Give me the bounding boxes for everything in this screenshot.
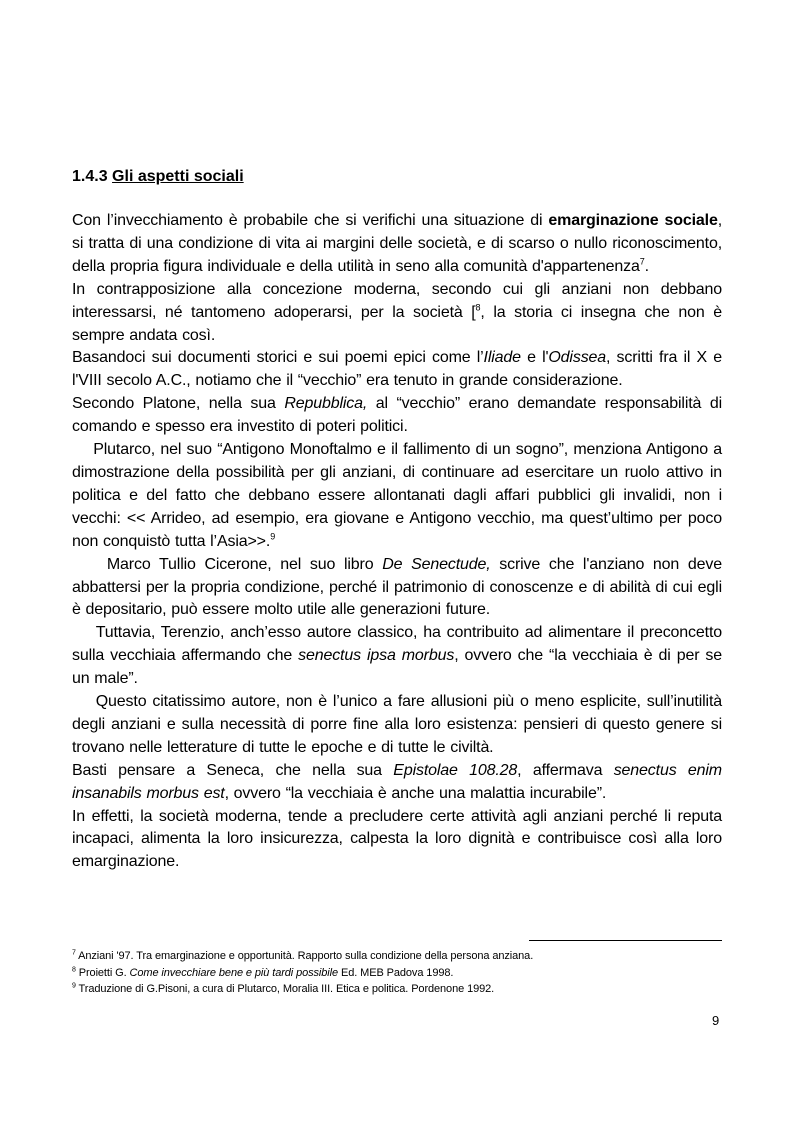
section-number: 1.4.3	[72, 168, 108, 185]
paragraph	[72, 760, 722, 806]
footnote-italic-title: Come invecchiare bene e più tardi possibile	[129, 966, 339, 979]
italic-title: Epistolae 108.28	[393, 761, 518, 779]
footnote	[72, 948, 722, 965]
text-run: In contrapposizione alla concezione moderna, secondo cui gli anziani non debbano interessarsi, né tantomeno adoperarsi, per la società [	[72, 280, 722, 321]
text-run: , ovvero che “la vecchiaia è di per se un male”.	[72, 647, 727, 688]
text-run: Marco Tullio Cicerone, nel suo libro	[72, 555, 383, 573]
footnote-text: Traduzione di G.Pisoni, a cura di Plutarco, Moralia III. Etica e politica. Pordenone 1992.	[75, 983, 495, 995]
paragraph	[72, 806, 722, 875]
footnote-text: Anziani '97. Tra emarginazione e opportunità. Rapporto sulla condizione della persona anziana.	[75, 950, 534, 962]
section-title: Gli aspetti sociali	[112, 168, 244, 185]
paragraph	[72, 279, 722, 348]
text-run: , si tratta di una condizione di vita ai margini delle società, e di scarso o nullo riconoscimento, della propria figura individuale e della utilità in seno alla comunità d'appartenenza	[72, 212, 722, 275]
paragraph	[72, 554, 727, 623]
text-run: .	[644, 257, 649, 275]
page-body	[72, 165, 727, 874]
footnote-number: 9	[72, 982, 76, 990]
footnote-text: Proietti G.	[75, 966, 130, 979]
paragraph	[72, 691, 727, 760]
section-heading	[72, 165, 722, 189]
paragraph	[72, 393, 722, 439]
footnote-number: 7	[72, 949, 76, 957]
italic-quote: senectus ipsa morbus	[298, 647, 455, 665]
footnote-ref[interactable]: 9	[270, 531, 276, 542]
paragraph	[72, 439, 727, 554]
footnote-ref[interactable]: 8	[475, 302, 481, 313]
italic-title: Iliade	[483, 349, 521, 367]
bold-term: emarginazione sociale	[548, 212, 718, 229]
footnotes	[72, 948, 722, 998]
italic-title: De Senectude,	[382, 555, 491, 573]
text-run: In effetti, la società moderna, tende a precludere certe attività agli anziani perché li reputa incapaci, alimenta la loro insicurezza, calpesta la loro dignità e contribuisce così alla loro emarginazione.	[72, 807, 722, 871]
text-run: Questo citatissimo autore, non è l’unico a fare allusioni più o meno esplicite, sull’inutilità degli anziani e sulla necessità di porre fine alla loro esistenza: pensieri di questo genere si trovano nelle letterature di tutte le epoche e di tutte le civiltà.	[72, 693, 727, 756]
italic-quote: senectus enim insanabils morbus est	[72, 761, 722, 802]
page-number: 9	[712, 1013, 720, 1028]
text-run: Con l’invecchiamento è probabile che si verifichi una situazione di	[72, 212, 549, 229]
body-text	[72, 210, 727, 874]
footnote-number: 8	[72, 965, 76, 973]
text-run: , ovvero “la vecchiaia è anche una malattia incurabile”.	[224, 784, 607, 802]
text-run: Basandoci sui documenti storici e sui poemi epici come l’	[72, 349, 484, 367]
italic-title: Repubblica,	[284, 395, 368, 413]
footnote	[72, 965, 722, 982]
text-run: scrive che l'anziano non deve abbattersi per la propria condizione, perché il patrimonio di conoscenze e di abilità di cui egli è depositario, può essere molto utile alle generazioni future.	[72, 555, 727, 619]
text-run: , scritti fra il X e l'VIII secolo A.C., notiamo che il “vecchio” era tenuto in grande considerazione.	[72, 349, 722, 390]
text-run: , la storia ci insegna che non è sempre andata così.	[72, 303, 722, 344]
text-run: Secondo Platone, nella sua	[72, 395, 285, 413]
paragraph	[72, 347, 722, 393]
footnote-ref[interactable]: 7	[639, 256, 645, 267]
text-run: Basti pensare a Seneca, che nella sua	[72, 761, 394, 779]
text-run: Plutarco, nel suo “Antigono Monoftalmo e il fallimento di un sogno”, menziona Antigono a dimostrazione della possibilità per gli anziani, di continuare ad esercitare un ruolo attivo in politica e del fatto che debbano essere allontanati dagli affari pubblici gli invalidi, non i vecchi: << Arrideo, ad esempio, era giovane e Antigono vecchio, ma quest’ultimo per poco non conquistò tutta l’Asia>>.	[72, 441, 727, 550]
text-run: Tuttavia, Terenzio, anch’esso autore classico, ha contribuito ad alimentare il preconcetto sulla vecchiaia affermando che	[72, 624, 727, 665]
footnote	[72, 981, 722, 998]
text-run: , affermava	[517, 761, 614, 779]
footnote-separator	[529, 940, 722, 941]
text-run: e l'	[520, 349, 549, 367]
paragraph	[72, 622, 727, 691]
italic-title: Odissea	[548, 349, 607, 367]
text-run: al “vecchio” erano demandate responsabilità di comando e spesso era investito di poteri politici.	[72, 395, 722, 436]
paragraph	[72, 210, 722, 279]
footnote-text: Ed. MEB Padova 1998.	[338, 966, 454, 979]
